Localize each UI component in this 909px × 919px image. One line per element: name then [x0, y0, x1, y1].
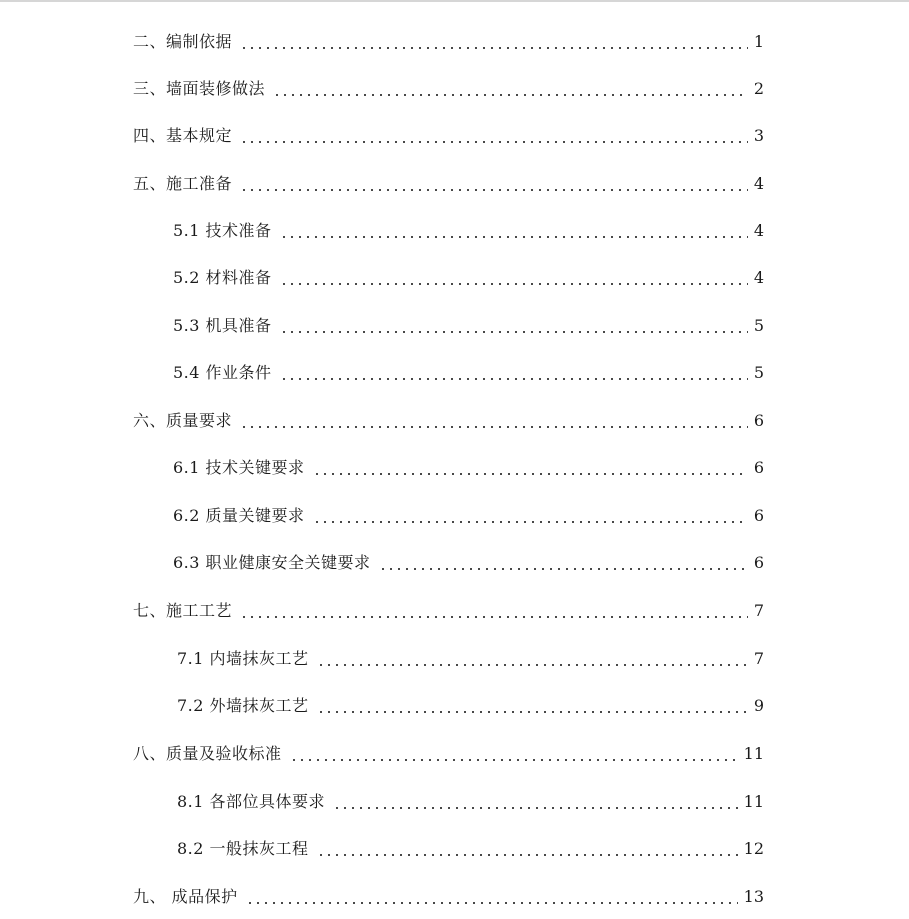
toc-entry-label: 三、墙面装修做法 — [133, 79, 266, 98]
toc-dot-leader — [246, 887, 738, 907]
toc-entry-label: 6.2 质量关键要求 — [173, 506, 305, 525]
toc-entry-5-3[interactable] — [173, 312, 764, 336]
toc-dot-leader — [280, 221, 748, 241]
toc-entry-7[interactable] — [133, 597, 764, 621]
toc-entry-label: 5.1 技术准备 — [173, 221, 272, 240]
toc-entry-6-2[interactable] — [173, 502, 764, 526]
toc-page-number: 12 — [743, 839, 764, 858]
toc-entry-4[interactable] — [133, 122, 764, 146]
toc-entry-9[interactable] — [133, 883, 764, 907]
toc-dot-leader — [240, 126, 748, 146]
toc-dot-leader — [280, 316, 748, 336]
toc-dot-leader — [317, 696, 748, 716]
toc-entry-7-1[interactable] — [177, 645, 764, 669]
toc-entry-8[interactable] — [133, 740, 764, 764]
toc-entry-6-1[interactable] — [173, 454, 764, 478]
toc-entry-label: 八、质量及验收标准 — [133, 744, 282, 763]
toc-entry-7-2[interactable] — [177, 692, 764, 716]
toc-page-number: 9 — [753, 696, 764, 715]
toc-entry-label: 二、编制依据 — [133, 32, 233, 51]
toc-dot-leader — [317, 839, 738, 859]
toc-page-number: 7 — [753, 601, 764, 620]
toc-dot-leader — [280, 363, 748, 383]
toc-dot-leader — [379, 553, 748, 573]
toc-page-number: 6 — [753, 458, 764, 477]
toc-entry-label: 5.2 材料准备 — [173, 268, 272, 287]
toc-page-number: 3 — [753, 126, 764, 145]
toc-page-number: 2 — [753, 79, 764, 98]
toc-entry-8-1[interactable] — [177, 788, 764, 812]
toc-entry-6[interactable] — [133, 407, 764, 431]
toc-dot-leader — [280, 268, 748, 288]
toc-entry-label: 七、施工工艺 — [133, 601, 233, 620]
toc-dot-leader — [240, 32, 748, 52]
toc-page-number: 6 — [753, 553, 764, 572]
toc-page-number: 5 — [753, 316, 764, 335]
toc-entry-label: 四、基本规定 — [133, 126, 233, 145]
toc-dot-leader — [273, 79, 748, 99]
toc-dot-leader — [240, 174, 748, 194]
toc-entry-5-2[interactable] — [173, 264, 764, 288]
toc-page-number: 11 — [743, 744, 764, 763]
toc-dot-leader — [313, 458, 748, 478]
toc-page-number: 6 — [753, 411, 764, 430]
toc-entry-label: 六、质量要求 — [133, 411, 233, 430]
toc-entry-5-1[interactable] — [173, 217, 764, 241]
toc-entry-label: 5.3 机具准备 — [173, 316, 272, 335]
toc-entry-5[interactable] — [133, 170, 764, 194]
toc-entry-8-2[interactable] — [177, 835, 764, 859]
toc-page-number: 1 — [753, 32, 764, 51]
toc-dot-leader — [290, 744, 738, 764]
toc-entry-label: 6.3 职业健康安全关键要求 — [173, 553, 371, 572]
toc-entry-6-3[interactable] — [173, 549, 764, 573]
toc-dot-leader — [313, 506, 748, 526]
toc-page-number: 4 — [753, 221, 764, 240]
toc-entry-label: 8.1 各部位具体要求 — [177, 792, 326, 811]
toc-entry-label: 7.1 内墙抹灰工艺 — [177, 649, 309, 668]
toc-dot-leader — [240, 601, 748, 621]
toc-entry-label: 九、 成品保护 — [133, 887, 238, 906]
toc-page-number: 4 — [753, 174, 764, 193]
toc-page-number: 4 — [753, 268, 764, 287]
toc-dot-leader — [333, 792, 738, 812]
toc-entry-3[interactable] — [133, 75, 764, 99]
toc-entry-label: 8.2 一般抹灰工程 — [177, 839, 309, 858]
toc-entry-label: 6.1 技术关键要求 — [173, 458, 305, 477]
toc-entry-5-4[interactable] — [173, 359, 764, 383]
toc-entry-label: 五、施工准备 — [133, 174, 233, 193]
toc-page-number: 13 — [743, 887, 764, 906]
toc-page-number: 7 — [753, 649, 764, 668]
toc-entry-2[interactable] — [133, 28, 764, 52]
toc-entry-label: 7.2 外墙抹灰工艺 — [177, 696, 309, 715]
toc-dot-leader — [240, 411, 748, 431]
toc-dot-leader — [317, 649, 748, 669]
toc-page-number: 5 — [753, 363, 764, 382]
toc-entry-label: 5.4 作业条件 — [173, 363, 272, 382]
toc-page-number: 11 — [743, 792, 764, 811]
toc-page-number: 6 — [753, 506, 764, 525]
